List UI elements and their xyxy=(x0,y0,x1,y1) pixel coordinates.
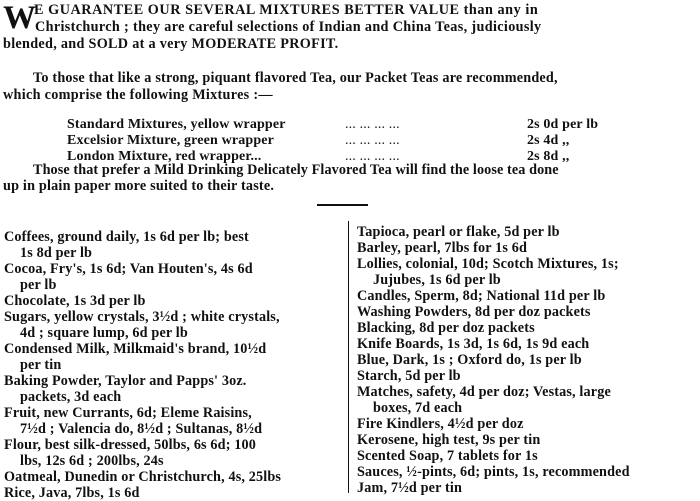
drop-cap: W xyxy=(3,0,36,36)
packet-intro-line-2: which comprise the following Mixtures :— xyxy=(3,87,273,103)
list-item: 1s 8d per lb xyxy=(20,245,93,261)
list-item: Jam, 7½d per tin xyxy=(357,480,463,496)
list-item: Cocoa, Fry's, 1s 6d; Van Houten's, 4s 6d xyxy=(4,261,253,277)
mixture-price-excelsior: 2s 4d ,, xyxy=(527,133,570,148)
list-item: Coffees, ground daily, 1s 6d per lb; best xyxy=(4,229,249,245)
mixture-price-standard: 2s 0d per lb xyxy=(527,117,599,132)
mild-note-line-1: Those that prefer a Mild Drinking Delicately Flavored Tea will find the loose tea done xyxy=(33,162,559,178)
mixture-name-excelsior: Excelsior Mixture, green wrapper xyxy=(67,133,274,148)
list-item: Knife Boards, 1s 3d, 1s 6d, 1s 9d each xyxy=(357,336,590,352)
list-item: Fruit, new Currants, 6d; Eleme Raisins, xyxy=(4,405,252,421)
list-item: 7½d ; Valencia do, 8½d ; Sultanas, 8½d xyxy=(20,421,263,437)
mixture-price-london: 2s 8d ,, xyxy=(527,149,570,164)
mixture-dots-london: ... ... ... ... xyxy=(345,149,400,164)
list-item: Blacking, 8d per doz packets xyxy=(357,320,535,336)
list-item: Chocolate, 1s 3d per lb xyxy=(4,293,146,309)
list-item: Flour, best silk-dressed, 50lbs, 6s 6d; 100 xyxy=(4,437,257,453)
list-item: Matches, safety, 4d per doz; Vestas, large xyxy=(357,384,611,400)
list-item: lbs, 12s 6d ; 200lbs, 24s xyxy=(20,453,164,469)
list-item: per lb xyxy=(20,277,57,293)
list-item: Oatmeal, Dunedin or Christchurch, 4s, 25lbs xyxy=(4,469,282,485)
list-item: Fire Kindlers, 4½d per doz xyxy=(357,416,524,432)
mixture-name-london: London Mixture, red wrapper... xyxy=(67,149,262,164)
list-item: 4d ; square lump, 6d per lb xyxy=(20,325,188,341)
list-item: Barley, pearl, 7lbs for 1s 6d xyxy=(357,240,528,256)
list-item: Jujubes, 1s 6d per lb xyxy=(373,272,501,288)
column-divider xyxy=(348,221,349,493)
list-item: packets, 3d each xyxy=(20,389,122,405)
intro-line-3: blended, and SOLD at a very MODERATE PROFIT. xyxy=(3,36,339,52)
list-item: Rice, Java, 7lbs, 1s 6d xyxy=(4,485,140,501)
list-item: Starch, 5d per lb xyxy=(357,368,461,384)
list-item: Tapioca, pearl or flake, 5d per lb xyxy=(357,224,560,240)
intro-line-1: E GUARANTEE OUR SEVERAL MIXTURES BETTER VALUE than any in xyxy=(34,2,539,18)
packet-intro-line-1: To those that like a strong, piquant flavored Tea, our Packet Teas are recommended, xyxy=(33,70,558,86)
mixture-name-standard: Standard Mixtures, yellow wrapper xyxy=(67,117,286,132)
list-item: per tin xyxy=(20,357,62,373)
list-item: Candles, Sperm, 8d; National 11d per lb xyxy=(357,288,606,304)
list-item: Scented Soap, 7 tablets for 1s xyxy=(357,448,538,464)
list-item: Washing Powders, 8d per doz packets xyxy=(357,304,591,320)
list-item: boxes, 7d each xyxy=(373,400,463,416)
mixture-dots-standard: ... ... ... ... xyxy=(345,117,400,132)
section-divider xyxy=(317,204,368,206)
mixture-dots-excelsior: ... ... ... ... xyxy=(345,133,400,148)
list-item: Blue, Dark, 1s ; Oxford do, 1s per lb xyxy=(357,352,582,368)
list-item: Baking Powder, Taylor and Papps' 3oz. xyxy=(4,373,247,389)
mild-note-line-2: up in plain paper more suited to their taste. xyxy=(3,178,275,194)
list-item: Sugars, yellow crystals, 3½d ; white crystals, xyxy=(4,309,280,325)
list-item: Sauces, ½-pints, 6d; pints, 1s, recommended xyxy=(357,464,630,480)
list-item: Lollies, colonial, 10d; Scotch Mixtures, 1s; xyxy=(357,256,619,272)
intro-line-2: Christchurch ; they are careful selections of Indian and China Teas, judiciously xyxy=(35,19,542,35)
list-item: Condensed Milk, Milkmaid's brand, 10½d xyxy=(4,341,267,357)
list-item: Kerosene, high test, 9s per tin xyxy=(357,432,541,448)
